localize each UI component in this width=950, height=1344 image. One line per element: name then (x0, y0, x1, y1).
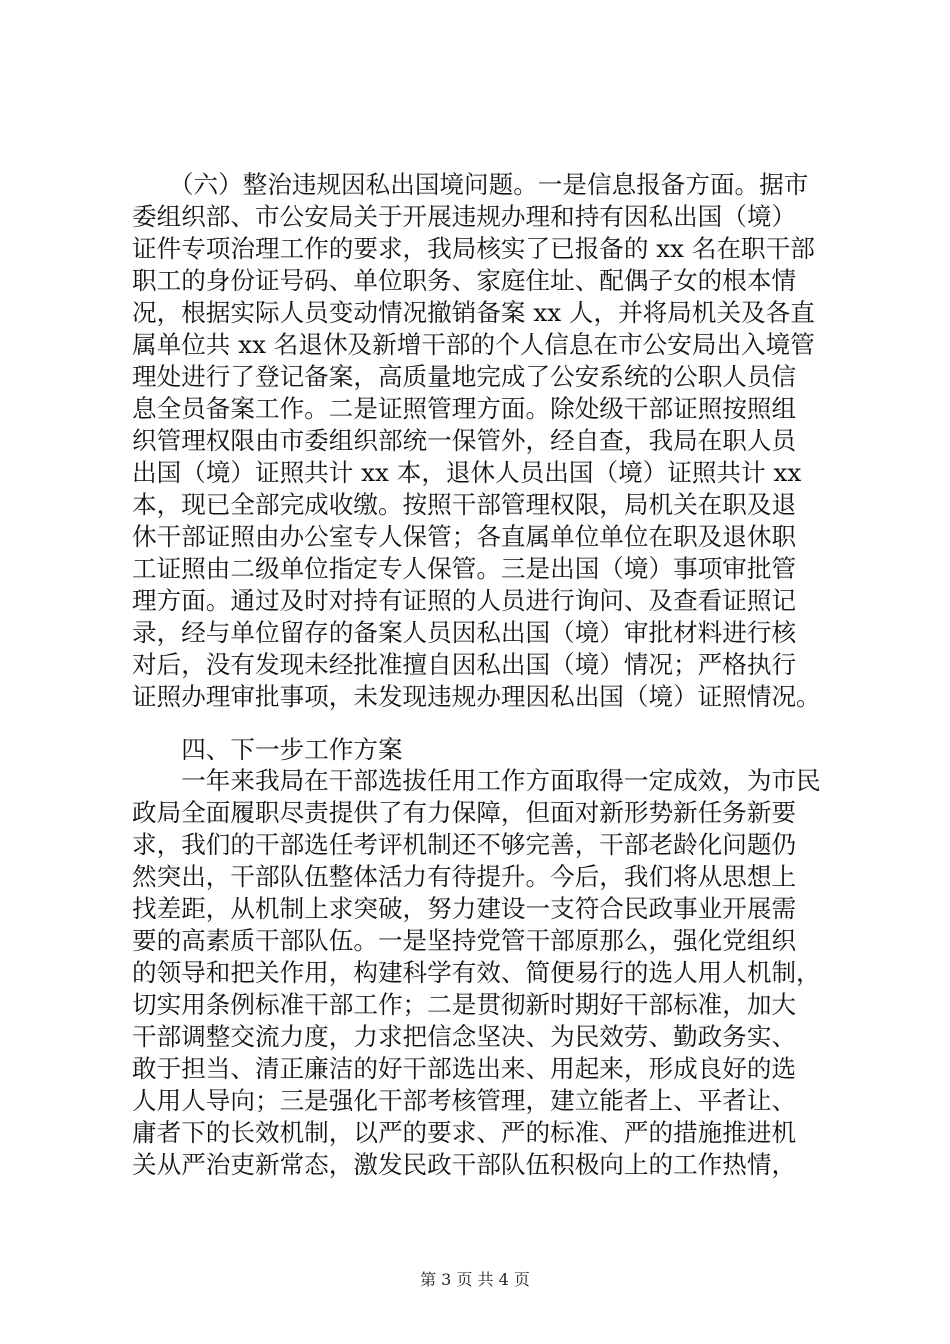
page-number-footer: 第 3 页 共 4 页 (420, 1270, 530, 1289)
paragraph-line: 一年来我局在干部选拔任用工作方面取得一定成效，为市民 (132, 766, 821, 795)
paragraph-line: 然突出，干部队伍整体活力有待提升。今后，我们将从思想上 (132, 862, 797, 891)
paragraph-line: 庸者下的长效机制，以严的要求、严的标准、严的措施推进机 (132, 1118, 797, 1147)
paragraph-line: 敢于担当、清正廉洁的好干部选出来、用起来，形成良好的选 (132, 1054, 797, 1083)
paragraph-line: 理处进行了登记备案，高质量地完成了公安系统的公职人员信 (132, 362, 797, 391)
paragraph-line: 人用人导向；三是强化干部考核管理，建立能者上、平者让、 (132, 1086, 797, 1115)
paragraph-line: 证照办理审批事项，未发现违规办理因私出国（境）证照情况。 (132, 682, 821, 711)
paragraph-line: 政局全面履职尽责提供了有力保障，但面对新形势新任务新要 (132, 798, 797, 827)
paragraph-line: 证件专项治理工作的要求，我局核实了已报备的 xx 名在职干部 (132, 234, 815, 263)
paragraph-line: 工证照由二级单位指定专人保管。三是出国（境）事项审批管 (132, 554, 797, 583)
paragraph-line: 的领导和把关作用，构建科学有效、简便易行的选人用人机制， (132, 958, 821, 987)
paragraph-line: 休干部证照由办公室专人保管；各直属单位单位在职及退休职 (132, 522, 797, 551)
paragraph-line: 切实用条例标准干部工作；二是贯彻新时期好干部标准，加大 (132, 990, 797, 1019)
paragraph-line: 委组织部、市公安局关于开展违规办理和持有因私出国（境） (132, 202, 797, 231)
paragraph-line: 息全员备案工作。二是证照管理方面。除处级干部证照按照组 (132, 394, 797, 423)
paragraph-line: 干部调整交流力度，力求把信念坚决、为民效劳、勤政务实、 (132, 1022, 797, 1051)
section-heading: 四、下一步工作方案 (132, 735, 403, 764)
paragraph-line: 求，我们的干部选任考评机制还不够完善，干部老龄化问题仍 (132, 830, 797, 859)
paragraph-line: 要的高素质干部队伍。一是坚持党管干部原那么，强化党组织 (132, 926, 797, 955)
paragraph-line: （六）整治违规因私出国境问题。一是信息报备方面。据市 (132, 170, 809, 199)
paragraph-line: 本，现已全部完成收缴。按照干部管理权限，局机关在职及退 (132, 490, 797, 519)
paragraph-line: 找差距，从机制上求突破，努力建设一支符合民政事业开展需 (132, 894, 797, 923)
paragraph-line: 对后，没有发现未经批准擅自因私出国（境）情况；严格执行 (132, 650, 797, 679)
paragraph-line: 出国（境）证照共计 xx 本，退休人员出国（境）证照共计 xx (132, 458, 802, 487)
paragraph-line: 理方面。通过及时对持有证照的人员进行询问、及查看证照记 (132, 586, 797, 615)
paragraph-line: 属单位共 xx 名退休及新增干部的个人信息在市公安局出入境管 (132, 330, 815, 359)
paragraph-line: 录，经与单位留存的备案人员因私出国（境）审批材料进行核 (132, 618, 797, 647)
paragraph-line: 况，根据实际人员变动情况撤销备案 xx 人，并将局机关及各直 (132, 298, 815, 327)
paragraph-line: 织管理权限由市委组织部统一保管外，经自查，我局在职人员 (132, 426, 797, 455)
paragraph-line: 职工的身份证号码、单位职务、家庭住址、配偶子女的根本情 (132, 266, 797, 295)
paragraph-line: 关从严治吏新常态，激发民政干部队伍积极向上的工作热情， (132, 1150, 797, 1179)
